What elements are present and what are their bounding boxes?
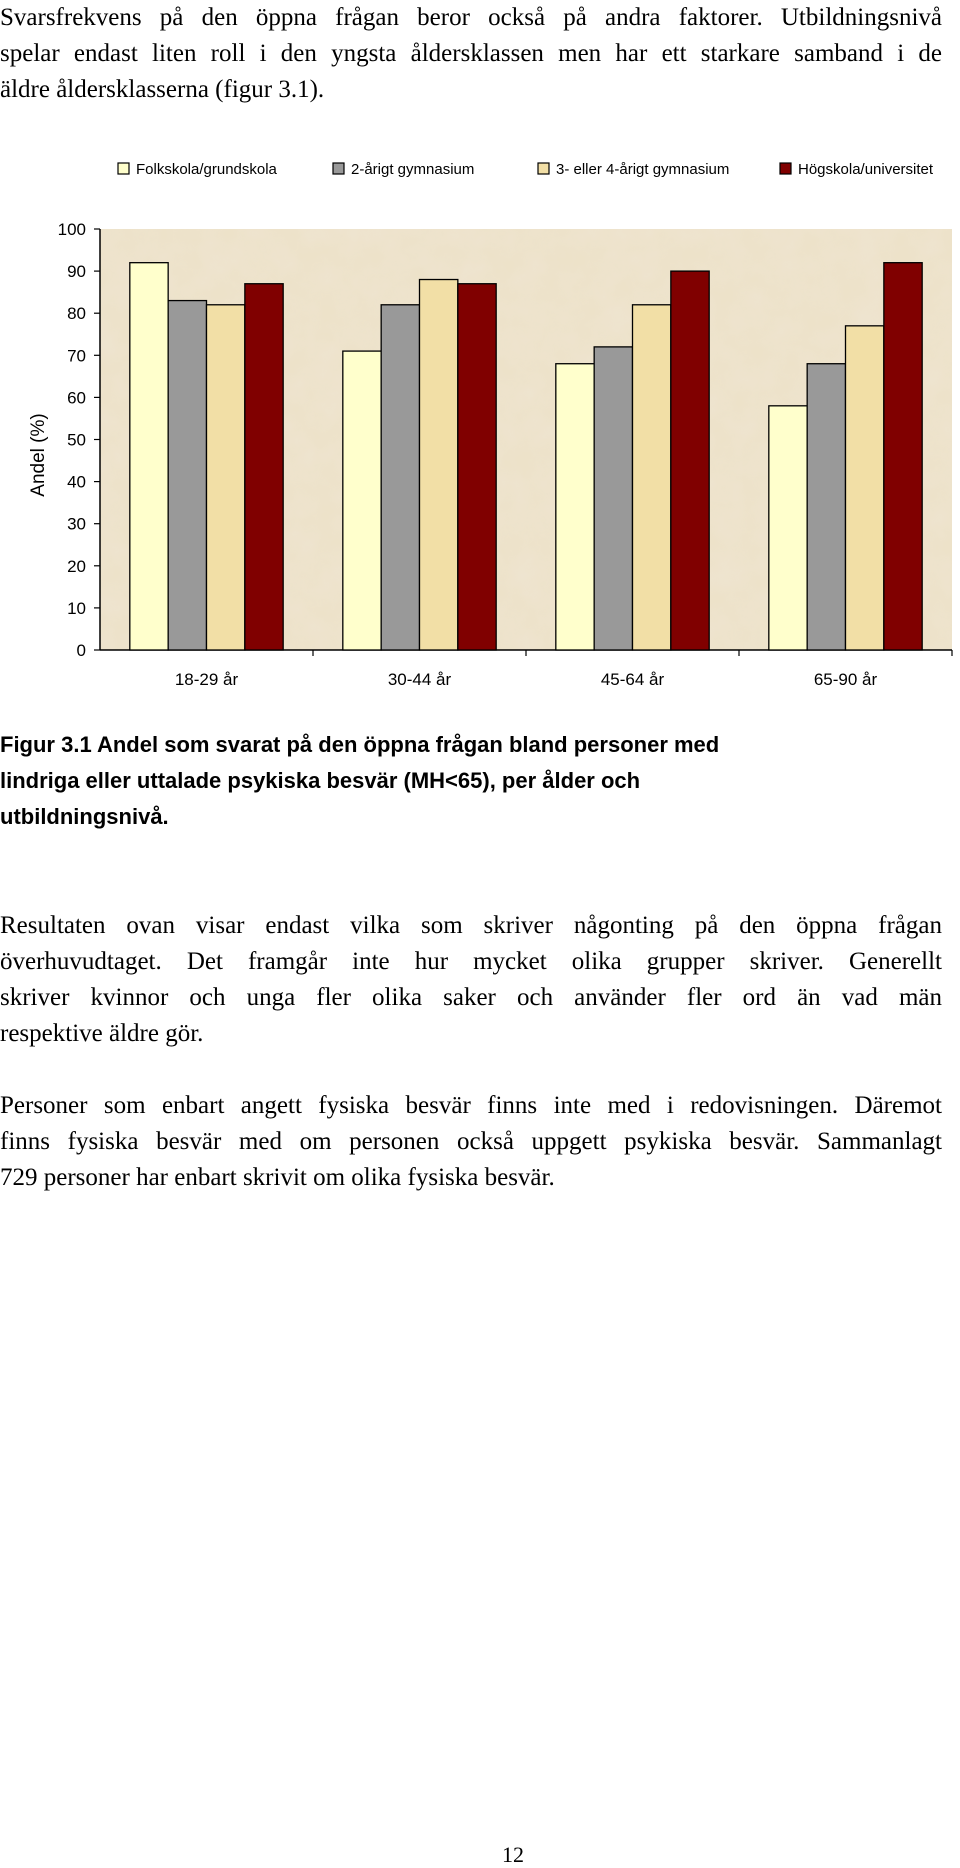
bar — [130, 263, 168, 650]
legend-label: 2-årigt gymnasium — [351, 161, 475, 178]
legend-swatch — [780, 163, 791, 174]
results-line: skriver kvinnor och unga fler olika saker och använder fler ord än vad män — [0, 984, 942, 1011]
bar — [343, 351, 381, 650]
figure-caption — [0, 727, 900, 835]
bar — [633, 305, 671, 650]
legend-label: 3- eller 4-årigt gymnasium — [556, 161, 730, 178]
results-line: överhuvudtaget. Det framgår inte hur mycket olika grupper skriver. Generellt — [0, 948, 942, 975]
y-tick-label: 90 — [67, 262, 86, 282]
bar — [556, 364, 594, 650]
physical-line: Personer som enbart angett fysiska besvär finns inte med i redovisningen. Däremot — [0, 1092, 942, 1119]
y-axis-label: Andel (%) — [28, 413, 49, 497]
bar — [245, 284, 283, 650]
bar-chart — [0, 160, 960, 700]
results-paragraph — [0, 908, 942, 1052]
legend-swatch — [118, 163, 129, 174]
bar — [458, 284, 496, 650]
bar — [420, 280, 458, 650]
bar — [381, 305, 419, 650]
y-tick-label: 60 — [67, 388, 86, 408]
x-tick-label: 65-90 år — [813, 670, 878, 689]
results-line: Resultaten ovan visar endast vilka som skriver någonting på den öppna frågan — [0, 912, 942, 939]
x-tick-label: 18-29 år — [174, 670, 239, 689]
caption-line: Figur 3.1 Andel som svarat på den öppna frågan bland personer med — [0, 732, 720, 757]
y-tick-label: 20 — [67, 556, 86, 576]
bar — [671, 271, 709, 650]
y-tick-label: 100 — [57, 220, 86, 239]
y-tick-label: 80 — [67, 304, 86, 324]
physical-line: finns fysiska besvär med om personen också uppgett psykiska besvär. Sammanlagt — [0, 1128, 942, 1155]
x-tick-label: 45-64 år — [600, 670, 665, 689]
bar — [884, 263, 922, 650]
legend-swatch — [333, 163, 344, 174]
bar — [846, 326, 884, 650]
bar — [807, 364, 845, 650]
chart-legend — [118, 161, 934, 178]
legend-swatch — [538, 163, 549, 174]
intro-line: äldre åldersklasserna (figur 3.1). — [0, 76, 325, 103]
y-tick-label: 40 — [67, 472, 86, 492]
bar — [594, 347, 632, 650]
caption-line: utbildningsnivå. — [0, 804, 169, 829]
intro-line: Svarsfrekvens på den öppna frågan beror också på andra faktorer. Utbildningsnivå — [0, 4, 942, 31]
intro-paragraph — [0, 0, 942, 108]
page-number: 12 — [502, 1842, 524, 1867]
legend-label: Folkskola/grundskola — [136, 161, 277, 178]
caption-line: lindriga eller uttalade psykiska besvär (MH<65), per ålder och — [0, 768, 641, 793]
x-tick-label: 30-44 år — [387, 670, 452, 689]
physical-line: 729 personer har enbart skrivit om olika fysiska besvär. — [0, 1164, 555, 1191]
y-tick-label: 0 — [76, 641, 86, 660]
bar — [769, 406, 807, 650]
legend-label: Högskola/universitet — [798, 161, 934, 178]
y-tick-label: 30 — [67, 514, 86, 534]
physical-complaints-paragraph — [0, 1088, 942, 1196]
y-tick-label: 70 — [67, 346, 86, 366]
y-tick-label: 50 — [67, 430, 86, 450]
results-line: respektive äldre gör. — [0, 1020, 204, 1047]
bar — [207, 305, 245, 650]
intro-line: spelar endast liten roll i den yngsta åldersklassen men har ett starkare samband i de — [0, 40, 942, 67]
y-tick-label: 10 — [67, 598, 86, 618]
bar — [168, 301, 206, 650]
